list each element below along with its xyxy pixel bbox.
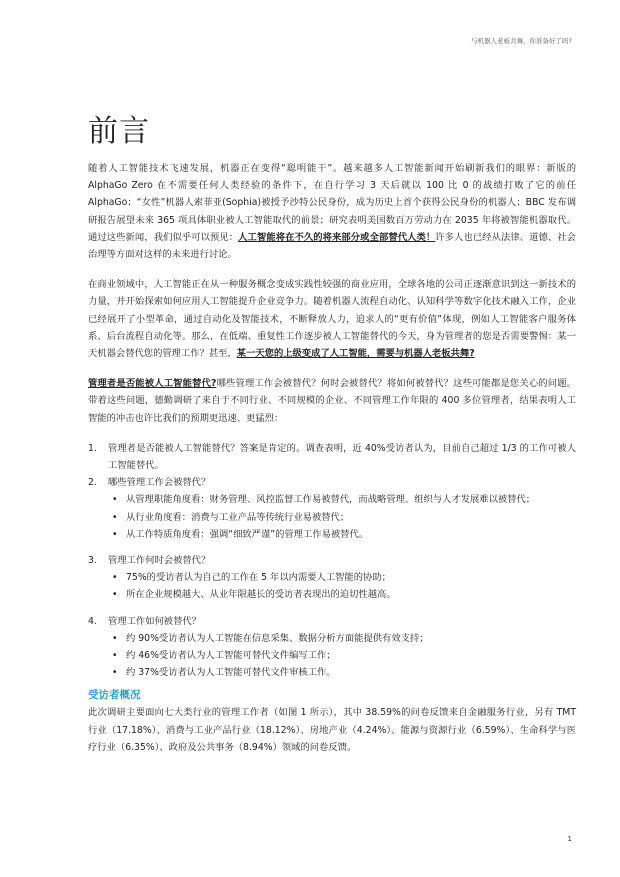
- bullet-item: [88, 664, 576, 681]
- bullet-dot: •: [112, 572, 118, 584]
- list-item: [88, 474, 576, 491]
- list-number: 3.: [88, 555, 97, 567]
- page-number: 1: [567, 835, 572, 843]
- bullet-dot: •: [112, 494, 118, 506]
- list-text: 哪些管理工作会被替代？: [108, 477, 211, 489]
- list-item: [88, 613, 576, 630]
- intro-text: 随着人工智能技术飞速发展，机器正在变得“聪明能干”。越来越多人工智能新闻开始刷新我们的眼界：新版的 AlphaGo Zero 在不需要任何人类经验的条件下，在自行学习 3 天后就以 100 比 0 的战绩打败了它的前任 AlphaGo；“女性”机器人索菲亚(Sophia)被授予沙特公民身份，成为历史上首个获得公民身份的机器人；BBC 发布调研报告展望未来 365 项具体职业被人工智能取代的前景；研究表明美国数百万劳动力在 2035 年将被智能机器取代。通过这些新闻，我们似乎可以预见：: [88, 163, 576, 243]
- question-paragraph: [88, 375, 576, 427]
- bullet-item: [88, 569, 576, 586]
- question-text: 哪些管理工作会被替代？何时会被替代？将如何被替代？这些可能都是您关心的问题。带着这些问题，德勤调研了来自于不同行业、不同规模的企业、不同管理工作年限的 400 多位管理者，结果表明人工智能的冲击也许比我们的预期更迅速、更猛烈：: [88, 378, 576, 424]
- bullet-text: 所在企业规模越大、从业年限越长的受访者表现出的迫切性越高。: [126, 589, 396, 601]
- bullet-dot: •: [112, 528, 118, 540]
- bullet-item: [88, 630, 576, 647]
- intro-emphasis: 人工智能将在不久的将来部分或全部替代人类！: [238, 231, 436, 243]
- bullet-text: 约 46%受访者认为人工智能可替代文件编写工作；: [126, 650, 336, 662]
- bullet-text: 从行业角度看：消费与工业产品等传统行业易被替代；: [126, 511, 350, 523]
- bullet-text: 75%的受访者认为自己的工作在 5 年以内需要人工智能的协助；: [126, 572, 391, 584]
- list-number: 2.: [88, 477, 97, 489]
- running-header: 与机器人老板共舞，你准备好了吗?: [471, 37, 572, 45]
- bullet-item: [88, 491, 576, 508]
- list-number: 1.: [88, 442, 97, 454]
- main-content: [88, 160, 576, 756]
- bullet-text: 约 37%受访者认为人工智能可替代文件审核工作。: [126, 667, 336, 679]
- bullet-item: [88, 526, 576, 543]
- intro-text-end: 许多人也已经从法律、道德、社会治理等方面对这样的未来进行讨论。: [88, 231, 576, 261]
- bullet-text: 约 90%受访者认为人工智能在信息采集、数据分析方面能提供有效支持；: [126, 632, 429, 644]
- bullet-dot: •: [112, 632, 118, 644]
- business-paragraph: [88, 276, 576, 362]
- section-heading: 受访者概况: [88, 689, 141, 702]
- section-paragraph: 此次调研主要面向七大类行业的管理工作者（如图 1 所示），其中 38.59%的问卷反馈来自金融服务行业，另有 TMT 行业（17.18%）、消费与工业产品行业（18.12%）、房地产业（4.24%）、能源与资源行业（6.59%）、生命科学与医疗行业（6.35%）、政府及公共事务（8.94%）领域的问卷反馈。: [88, 707, 576, 753]
- bullet-text: 从工作特质角度看：强调“细致严谨”的管理工作易被替代。: [126, 528, 369, 540]
- bullet-text: 从管理职能角度看：财务管理、风控监督工作易被替代，而战略管理、组织与人才发展难以被替代；: [126, 494, 536, 506]
- list-item: [88, 440, 576, 474]
- business-emphasis: 某一天您的上级变成了人工智能，需要与机器人老板共舞?: [236, 348, 475, 360]
- bullet-dot: •: [112, 650, 118, 662]
- bullet-item: [88, 647, 576, 664]
- bullet-dot: •: [112, 589, 118, 601]
- list-item: [88, 552, 576, 569]
- intro-paragraph: [88, 160, 576, 263]
- list-text: 管理工作何时会被替代？: [108, 555, 211, 567]
- bullet-dot: •: [112, 667, 118, 679]
- list-number: 4.: [88, 615, 97, 627]
- page-title: 前言: [88, 114, 150, 149]
- question-emphasis: 管理者是否能被人工智能替代?: [88, 378, 217, 390]
- bullet-item: [88, 509, 576, 526]
- list-text: 管理者是否能被人工智能替代？答案是肯定的。调查表明，近 40%受访者认为，目前自己超过 1/3 的工作可被人工智能替代。: [108, 442, 576, 472]
- bullet-item: [88, 586, 576, 603]
- business-text: 在商业领域中，人工智能正在从一种服务概念变成实践性较强的商业应用，全球各地的公司正逐渐意识到这一新技术的力量，并开始探索如何应用人工智能提升企业竞争力。随着机器人流程自动化、认知科学等数字化技术融入工作，企业已经展开了小型革命，通过自动化及智能技术，不断释放人力，追求人的“更有价值”体现，例如人工智能客户服务体系、后台流程自动化等。那么，在低端、重复性工作逐步被人工智能替代的今天，身为管理者的您是否需要警惕：某一天机器会替代您的管理工作？甚至，: [88, 279, 576, 360]
- bullet-dot: •: [112, 511, 118, 523]
- list-text: 管理工作如何被替代？: [108, 615, 201, 627]
